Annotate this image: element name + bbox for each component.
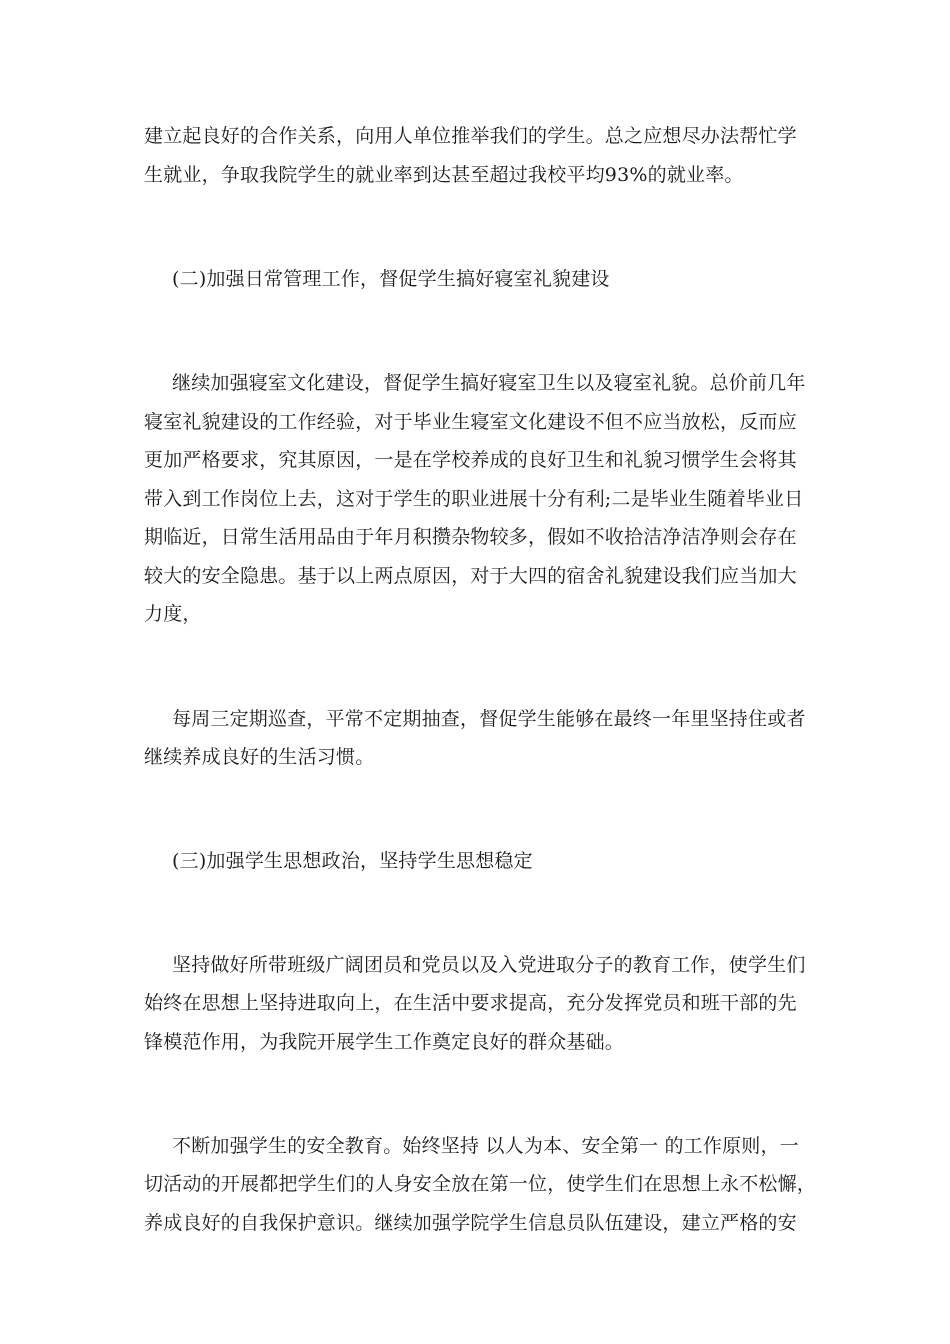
- paragraph-line: 寝室礼貌建设的工作经验，对于毕业生寝室文化建设不但不应当放松，反而应: [144, 411, 797, 433]
- paragraph-line: 较大的安全隐患。基于以上两点原因，对于大四的宿舍礼貌建设我们应当加大: [144, 565, 797, 587]
- section-heading: (三)加强学生思想政治，坚持学生思想稳定: [172, 850, 533, 872]
- paragraph-line: 建立起良好的合作关系，向用人单位推举我们的学生。总之应想尽办法帮忙学: [144, 125, 797, 147]
- paragraph-line: 继续加强寝室文化建设，督促学生搞好寝室卫生以及寝室礼貌。总价前几年: [172, 372, 806, 394]
- paragraph-line: 始终在思想上坚持进取向上，在生活中要求提高，充分发挥党员和班干部的先: [144, 992, 797, 1014]
- paragraph-line: 切活动的开展都把学生们的人身安全放在第一位，使学生们在思想上永不松懈，: [144, 1173, 817, 1195]
- paragraph-line: 力度，: [144, 603, 202, 625]
- paragraph-line: 坚持做好所带班级广阔团员和党员以及入党进取分子的教育工作，使学生们: [172, 954, 806, 976]
- paragraph-line: 带入到工作岗位上去，这对于学生的职业进展十分有利;二是毕业生随着毕业日: [144, 488, 804, 510]
- paragraph-line: 锋模范作用，为我院开展学生工作奠定良好的群众基础。: [144, 1031, 625, 1053]
- paragraph-line: 更加严格要求，究其原因，一是在学校养成的良好卫生和礼貌习惯学生会将其: [144, 449, 797, 471]
- paragraph-line: 不断加强学生的安全教育。始终坚持 以人为本、安全第一 的工作原则，一: [172, 1135, 799, 1157]
- paragraph-line: 继续养成良好的生活习惯。: [144, 746, 375, 768]
- paragraph-line: 期临近，日常生活用品由于年月积攒杂物较多，假如不收拾洁净洁净则会存在: [144, 526, 797, 548]
- paragraph-line: 每周三定期巡查，平常不定期抽查，督促学生能够在最终一年里坚持住或者: [172, 708, 806, 730]
- paragraph-line: 养成良好的自我保护意识。继续加强学院学生信息员队伍建设，建立严格的安: [144, 1212, 797, 1234]
- section-heading: (二)加强日常管理工作，督促学生搞好寝室礼貌建设: [172, 268, 610, 290]
- paragraph-line: 生就业，争取我院学生的就业率到达甚至超过我校平均93%的就业率。: [144, 164, 744, 186]
